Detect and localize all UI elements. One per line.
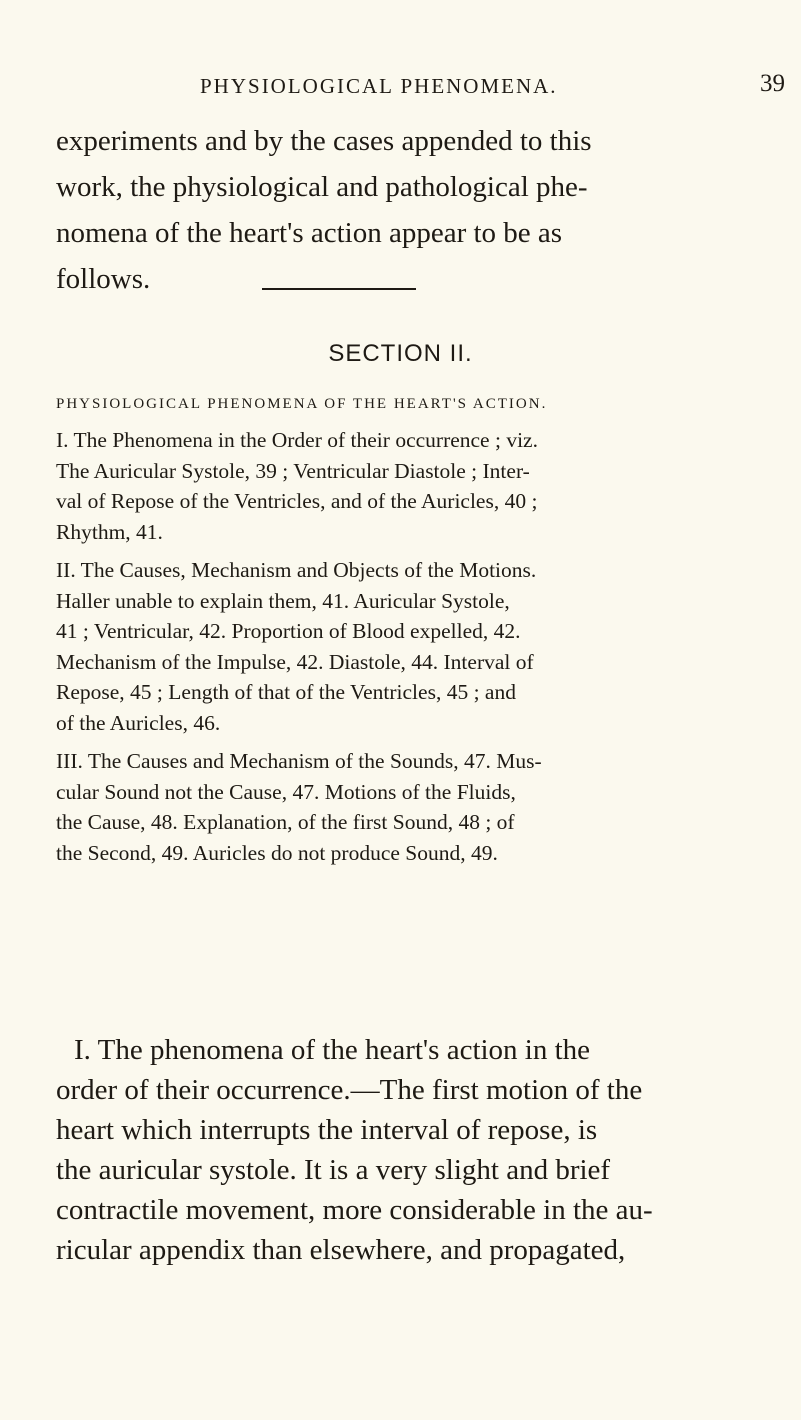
summary-line: the Cause, 48. Explanation, of the first Sound, 48 ; of xyxy=(56,810,515,834)
summary-line: of the Auricles, 46. xyxy=(56,710,221,735)
summary-block-3 xyxy=(56,746,768,868)
summary-line: val of Repose of the Ventricles, and of the Auricles, 40 ; xyxy=(56,489,538,513)
intro-line: work, the physiological and pathological phe- xyxy=(56,171,588,203)
section-summary xyxy=(56,425,768,876)
summary-line: Haller unable to explain them, 41. Auricular Systole, xyxy=(56,588,510,613)
summary-line: the Second, 49. Auricles do not produce Sound, 49. xyxy=(56,840,498,865)
page-number: 39 xyxy=(760,70,785,97)
section-divider xyxy=(262,288,416,290)
summary-block-2 xyxy=(56,555,768,738)
intro-line: experiments and by the cases appended to this xyxy=(56,125,592,157)
summary-line: II. The Causes, Mechanism and Objects of the Motions. xyxy=(56,558,537,582)
running-head: PHYSIOLOGICAL PHENOMENA. xyxy=(200,74,558,98)
body-paragraph xyxy=(56,1030,764,1270)
summary-line: Rhythm, 41. xyxy=(56,519,163,544)
summary-line: Mechanism of the Impulse, 42. Diastole, 44. Interval of xyxy=(56,649,534,674)
summary-line: cular Sound not the Cause, 47. Motions of the Fluids, xyxy=(56,779,516,804)
intro-line: follows. xyxy=(56,263,151,295)
body-line: order of their occurrence.—The first motion of the xyxy=(56,1074,643,1106)
summary-block-1 xyxy=(56,425,768,547)
body-line: heart which interrupts the interval of repose, is xyxy=(56,1114,598,1146)
summary-line: 41 ; Ventricular, 42. Proportion of Blood expelled, 42. xyxy=(56,619,521,643)
body-line: ricular appendix than elsewhere, and propagated, xyxy=(56,1234,626,1266)
summary-line: Repose, 45 ; Length of that of the Ventricles, 45 ; and xyxy=(56,680,516,704)
body-line: contractile movement, more considerable in the au- xyxy=(56,1194,653,1226)
summary-line: The Auricular Systole, 39 ; Ventricular Diastole ; Inter- xyxy=(56,458,530,483)
summary-line: III. The Causes and Mechanism of the Sounds, 47. Mus- xyxy=(56,749,542,773)
body-line: the auricular systole. It is a very slight and brief xyxy=(56,1154,611,1186)
intro-paragraph xyxy=(56,118,756,302)
section-title: SECTION II. xyxy=(328,340,473,367)
summary-line: I. The Phenomena in the Order of their occurrence ; viz. xyxy=(56,428,538,452)
body-line: I. The phenomena of the heart's action in the xyxy=(74,1034,591,1066)
section-subtitle: PHYSIOLOGICAL PHENOMENA OF THE HEART'S ACTION. xyxy=(56,396,548,412)
intro-line: nomena of the heart's action appear to be as xyxy=(56,217,563,249)
